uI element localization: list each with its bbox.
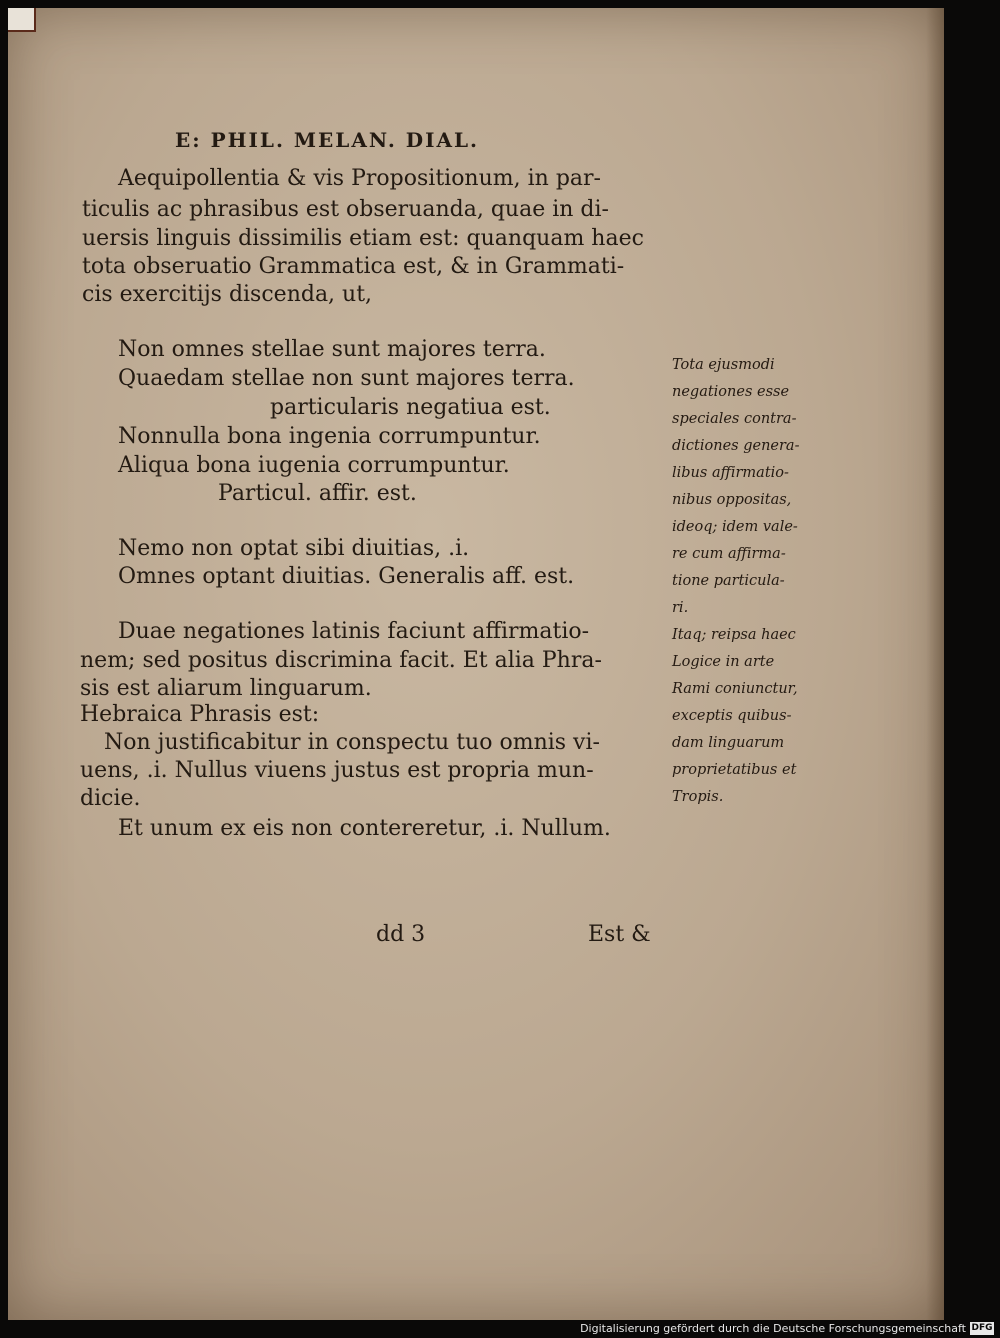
example-line: Particul. affir. est. (218, 481, 417, 506)
paragraph2-line: Hebraica Phrasis est: (80, 702, 320, 727)
marginal-note-line: proprietatibus et (672, 762, 797, 778)
marginal-note-line: negationes esse (672, 384, 790, 400)
marginal-note-line: libus affirmatio- (672, 465, 789, 481)
paragraph2-line: nem; sed positus discrimina facit. Et alia Phra- (80, 648, 602, 673)
marginal-note-line: Itaq; reipsa haec (672, 627, 796, 643)
running-head: E: PHIL. MELAN. DIAL. (175, 128, 480, 152)
marginal-note-line: dam linguarum (672, 735, 785, 751)
marginal-note-line: re cum affirma- (672, 546, 786, 562)
page-edge-shadow (926, 8, 944, 1320)
paragraph2-line: Duae negationes latinis faciunt affirmatio- (118, 619, 590, 644)
paragraph1-line: cis exercitijs discenda, ut, (82, 282, 373, 307)
marginal-note-line: nibus oppositas, (672, 492, 792, 508)
marginal-note-line: speciales contra- (672, 411, 797, 427)
example-line: Aliqua bona iugenia corrumpuntur. (118, 453, 510, 478)
marginal-note-line: ideoq; idem vale- (672, 519, 798, 535)
marginal-note-line: Logice in arte (672, 654, 775, 670)
corner-marker (8, 8, 36, 32)
signature-mark: dd 3 (376, 922, 426, 947)
example-line: Nonnulla bona ingenia corrumpuntur. (118, 424, 541, 449)
example-line: Non omnes stellae sunt majores terra. (118, 337, 546, 362)
paragraph2-line: dicie. (80, 786, 141, 811)
catchword: Est & (588, 922, 651, 947)
example-line: particularis negatiua est. (270, 395, 551, 420)
paragraph2-line: Et unum ex eis non contereretur, .i. Nullum. (118, 816, 611, 841)
paragraph1-line: Aequipollentia & vis Propositionum, in par- (118, 166, 601, 191)
funding-credit: Digitalisierung gefördert durch die Deutsche Forschungsgemeinschaft (580, 1322, 966, 1335)
paragraph1-line: ticulis ac phrasibus est obseruanda, quae in di- (82, 197, 609, 222)
example-line: Nemo non optat sibi diuitias, .i. (118, 536, 470, 561)
example-line: Quaedam stellae non sunt majores terra. (118, 366, 575, 391)
marginal-note-line: Rami coniunctur, (672, 681, 798, 697)
paragraph2-line: sis est aliarum linguarum. (80, 676, 372, 701)
dfg-logo: DFG (971, 1323, 993, 1333)
paragraph1-line: uersis linguis dissimilis etiam est: quanquam haec (82, 226, 644, 251)
marginal-note-line: Tota ejusmodi (672, 357, 775, 373)
paragraph2-line: uens, .i. Nullus viuens justus est propria mun- (80, 758, 594, 783)
example-line: Omnes optant diuitias. Generalis aff. est. (118, 564, 575, 589)
marginal-note-line: dictiones genera- (672, 438, 800, 454)
paragraph1-line: tota obseruatio Grammatica est, & in Grammati- (82, 254, 625, 279)
marginal-note-line: Tropis. (672, 789, 724, 805)
marginal-note-line: tione particula- (672, 573, 785, 589)
marginal-note-line: exceptis quibus- (672, 708, 792, 724)
marginal-note-line: ri. (672, 600, 689, 616)
paragraph2-line: Non justificabitur in conspectu tuo omnis vi- (104, 730, 600, 755)
